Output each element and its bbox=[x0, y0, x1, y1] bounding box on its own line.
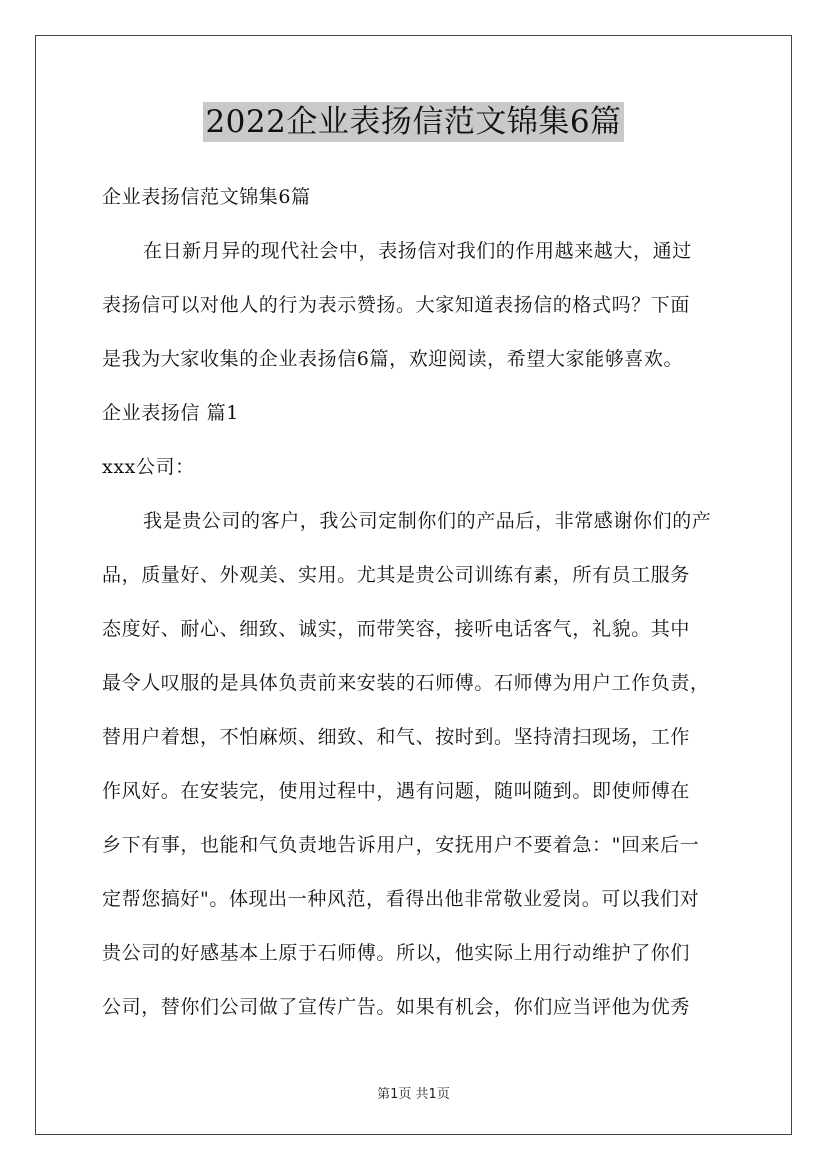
document-body bbox=[102, 170, 728, 1034]
text-line: 企业表扬信范文锦集6篇 bbox=[102, 186, 311, 208]
text-line: 定帮您搞好"。体现出一种风范，看得出他非常敬业爱岗。可以我们对 bbox=[102, 888, 700, 910]
text-line: 表扬信可以对他人的行为表示赞扬。大家知道表扬信的格式吗？下面 bbox=[102, 294, 691, 316]
text-line: 作风好。在安装完，使用过程中，遇有问题，随叫随到。即使师傅在 bbox=[102, 780, 691, 802]
text-line: 公司，替你们公司做了宣传广告。如果有机会，你们应当评他为优秀 bbox=[102, 996, 691, 1018]
text-line: 最令人叹服的是具体负责前来安装的石师傅。石师傅为用户工作负责， bbox=[102, 672, 710, 694]
text-line: 贵公司的好感基本上原于石师傅。所以，他实际上用行动维护了你们 bbox=[102, 942, 691, 964]
text-line: 乡下有事，也能和气负责地告诉用户，安抚用户不要着急："回来后一 bbox=[102, 834, 700, 856]
page-footer: 第1页 共1页 bbox=[377, 1087, 450, 1102]
text-line: 我是贵公司的客户，我公司定制你们的产品后，非常感谢你们的产 bbox=[143, 510, 712, 532]
text-line: 态度好、耐心、细致、诚实，而带笑容，接听电话客气，礼貌。其中 bbox=[102, 618, 691, 640]
text-line: 是我为大家收集的企业表扬信6篇，欢迎阅读，希望大家能够喜欢。 bbox=[102, 348, 684, 370]
text-line: 品，质量好、外观美、实用。尤其是贵公司训练有素，所有员工服务 bbox=[102, 564, 691, 586]
text-line: 企业表扬信 篇1 bbox=[102, 402, 239, 424]
document-title: 2022企业表扬信范文锦集6篇 bbox=[205, 104, 622, 140]
text-line: 替用户着想，不怕麻烦、细致、和气、按时到。坚持清扫现场，工作 bbox=[102, 726, 691, 748]
text-line: 在日新月异的现代社会中，表扬信对我们的作用越来越大，通过 bbox=[143, 240, 692, 262]
text-line: xxx公司： bbox=[102, 456, 195, 478]
title-container bbox=[0, 102, 827, 142]
